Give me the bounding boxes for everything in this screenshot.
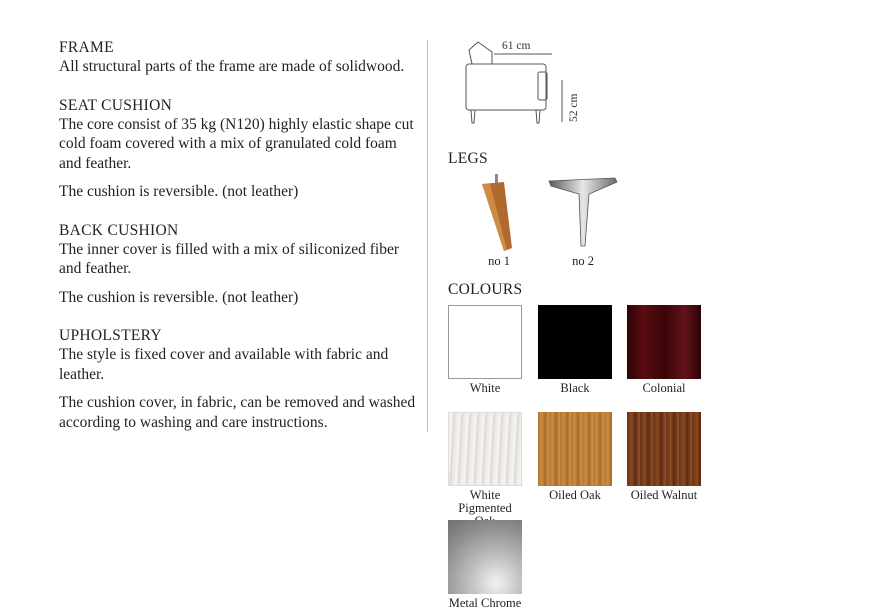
sofa-leg: [536, 110, 540, 123]
sofa-backrest: [469, 42, 492, 64]
leg-label: no 1: [488, 254, 510, 268]
colour-swatch-colonial[interactable]: [619, 305, 709, 395]
colour-swatch-metal-chrome[interactable]: [440, 520, 530, 610]
colour-swatch-white-pigmented-oak[interactable]: [440, 412, 530, 528]
leg-label: no 2: [572, 254, 594, 268]
colour-swatch-oiled-walnut[interactable]: [619, 412, 709, 502]
section-paragraph: The cushion is reversible. (not leather): [59, 183, 299, 200]
description-column: [59, 38, 419, 451]
section-frame: [59, 38, 419, 77]
colour-swatch-black[interactable]: [530, 305, 620, 395]
swatch-tile: [627, 305, 701, 379]
sofa-leg: [471, 110, 475, 123]
swatch-label: Metal Chrome: [448, 596, 522, 610]
section-back-cushion: [59, 221, 419, 308]
section-title: UPHOLSTERY: [59, 327, 162, 344]
section-title: SEAT CUSHION: [59, 96, 173, 114]
swatch-label: Oiled Walnut: [630, 488, 698, 502]
swatch-tile: [448, 520, 522, 594]
section-paragraph: The style is fixed cover and available with fabric and leather.: [59, 346, 389, 383]
colour-swatch-white[interactable]: [440, 305, 530, 395]
wooden-leg-icon: [474, 172, 524, 252]
colours-heading: COLOURS: [448, 281, 523, 298]
section-paragraph: All structural parts of the frame are made of solidwood.: [59, 58, 405, 75]
metal-leg-icon: [543, 172, 623, 252]
depth-dimension-label: 61 cm: [502, 40, 531, 52]
leg-option-2[interactable]: [533, 172, 633, 269]
section-paragraph: The core consist of 35 kg (N120) highly elastic shape cut cold foam covered with a mix of granulated cold foam and feather.: [59, 115, 414, 172]
swatch-label: Oiled Oak: [549, 488, 601, 502]
height-dimension-label: 52 cm: [568, 93, 580, 122]
colour-swatch-oiled-oak[interactable]: [530, 412, 620, 502]
section-seat-cushion: [59, 96, 419, 202]
section-paragraph: The inner cover is filled with a mix of siliconized fiber and feather.: [59, 240, 400, 277]
swatch-tile: [448, 305, 522, 379]
section-title: BACK CUSHION: [59, 221, 179, 239]
swatch-tile: [627, 412, 701, 486]
legs-heading: LEGS: [448, 150, 488, 167]
swatch-label: White: [469, 381, 501, 395]
swatch-label: White Pigmented: [458, 488, 512, 515]
section-paragraph: The cushion is reversible. (not leather): [59, 288, 299, 306]
column-divider: [427, 40, 428, 432]
sofa-dimension-drawing: [460, 36, 590, 128]
swatch-label: Colonial: [642, 381, 686, 395]
section-title: FRAME: [59, 39, 114, 56]
swatch-tile: [538, 412, 612, 486]
swatch-label: Black: [560, 381, 590, 395]
section-paragraph: The cushion cover, in fabric, can be removed and washed according to washing and care instructions.: [59, 394, 416, 431]
swatch-tile: [448, 412, 522, 486]
sofa-body: [466, 64, 546, 110]
leg-option-1[interactable]: [462, 172, 536, 269]
swatch-tile: [538, 305, 612, 379]
section-upholstery: [59, 326, 419, 432]
